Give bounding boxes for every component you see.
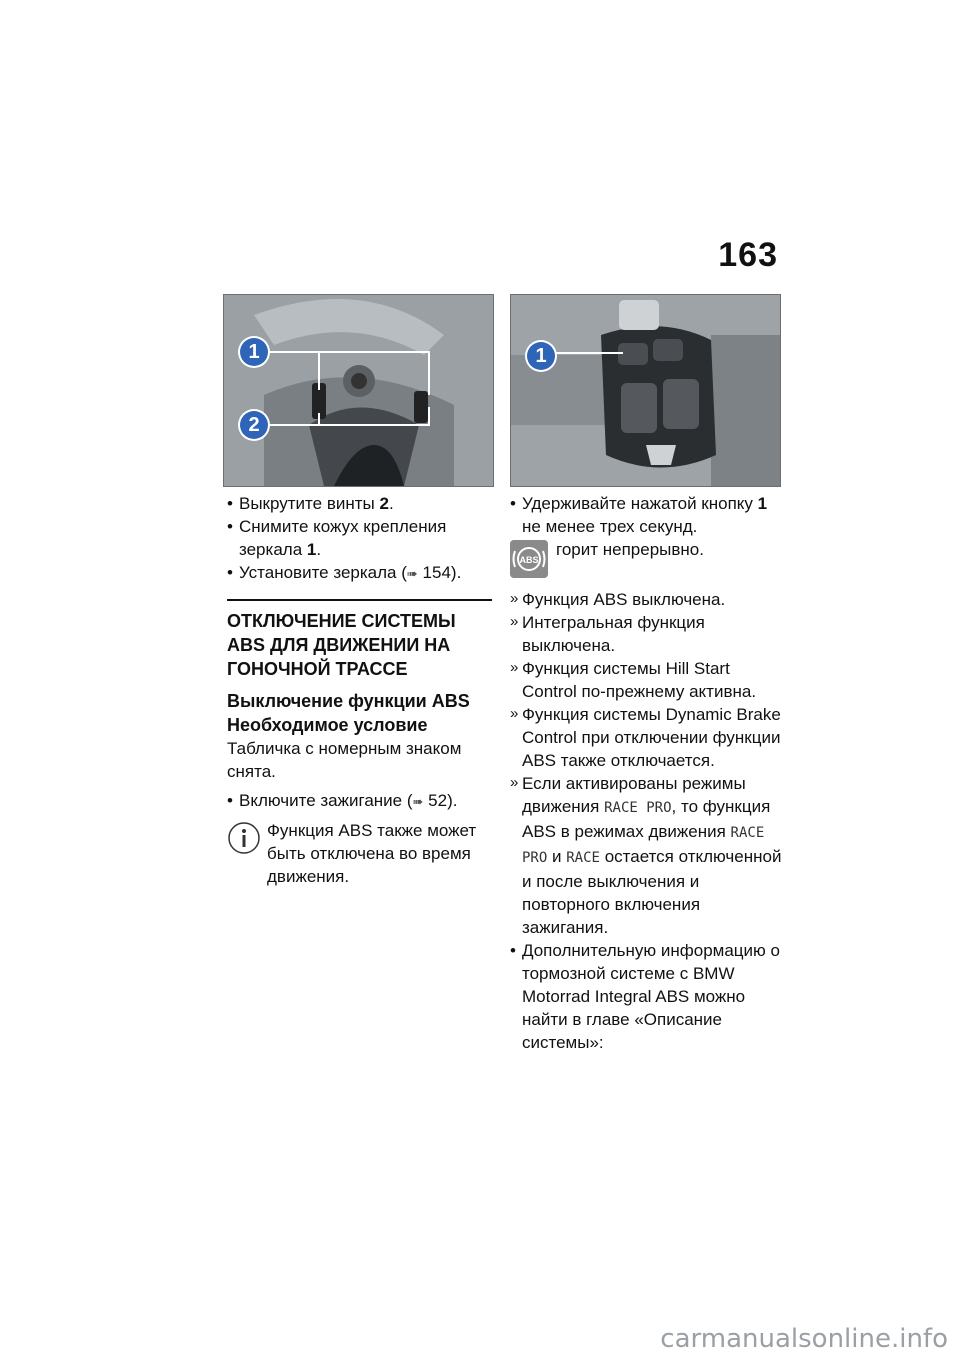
result-text: Функция системы Dynamic Brake Control при отключении функции ABS также отключается. [522, 705, 781, 770]
result-item [510, 657, 782, 703]
bullet-icon: • [510, 941, 516, 960]
step-unscrew [227, 492, 492, 515]
result-text: и [547, 847, 567, 866]
page-reference-arrow-icon: ➠ [406, 566, 418, 581]
info-note [227, 819, 492, 888]
mirror-mount-photo [223, 294, 494, 487]
bullet-icon: • [227, 563, 233, 582]
abs-lamp-row [510, 538, 782, 582]
step-callout-ref: 1 [306, 540, 317, 559]
right-column [510, 492, 782, 1054]
step-tail: ). [447, 791, 458, 810]
section-divider [227, 599, 492, 601]
handlebar-switch-illustration [511, 295, 780, 486]
callout-1: 1 [527, 342, 555, 370]
bullet-icon: • [510, 494, 516, 513]
subsection-title: Выключение функции ABS [227, 691, 470, 711]
result-text: Если активированы режимы движения [522, 774, 746, 816]
section-title: ОТКЛЮЧЕНИЕ СИСТЕМЫ ABS ДЛЯ ДВИЖЕНИИ НА ГОНОЧНОЙ ТРАССЕ [227, 611, 456, 679]
bullet-icon: • [227, 791, 233, 810]
riding-mode-label: RACE [566, 850, 600, 866]
riding-mode-label: RACE PRO [522, 825, 765, 866]
result-item [510, 611, 782, 657]
step-tail: не менее трех секунд. [522, 517, 698, 536]
result-text: , то функция ABS в режимах движения [522, 797, 771, 841]
bullet-icon: • [227, 494, 233, 513]
result-item-race [510, 772, 782, 939]
result-item [510, 703, 782, 772]
condition-text: Табличка с номерным знаком снята. [227, 739, 462, 781]
step-callout-ref: 2 [379, 494, 389, 513]
abs-lamp-text: горит непрерывно. [556, 540, 704, 559]
step-text: Установите зеркала ( [239, 563, 407, 582]
handlebar-switch-photo [510, 294, 781, 487]
info-reference [510, 939, 782, 1054]
riding-mode-label: RACE PRO [604, 800, 672, 816]
step-text: Удерживайте нажатой кнопку [522, 494, 758, 513]
watermark: carmanualsonline.info [660, 1324, 948, 1354]
page-reference-arrow-icon: ➠ [412, 794, 424, 809]
page-reference[interactable]: 52 [428, 791, 448, 810]
result-arrow-icon: » [510, 613, 519, 630]
step-ignition [227, 789, 492, 813]
result-arrow-icon: » [510, 659, 519, 676]
result-text: Функция ABS выключена. [522, 590, 726, 609]
step-text: Включите зажигание ( [239, 791, 413, 810]
callout-2: 2 [240, 411, 268, 439]
step-hold-button [510, 492, 782, 538]
abs-warning-lamp-icon [510, 540, 548, 578]
info-text: Дополнительную информацию о тормозной системе с BMW Motorrad Integral ABS можно найти в главе «Описание системы»: [522, 941, 780, 1052]
result-arrow-icon: » [510, 774, 519, 791]
step-tail: . [388, 494, 394, 513]
step-tail: . [316, 540, 322, 559]
condition-title: Необходимое условие [227, 715, 428, 735]
step-text: Выкрутите винты [239, 494, 380, 513]
result-arrow-icon: » [510, 590, 519, 607]
left-column [227, 492, 492, 888]
step-callout-ref: 1 [757, 494, 768, 513]
bullet-icon: • [227, 517, 233, 536]
page-number: 163 [718, 236, 778, 274]
result-text: Интегральная функция выключена. [522, 613, 705, 655]
step-tail: ). [450, 563, 462, 582]
mirror-mount-illustration [224, 295, 493, 486]
step-text: Снимите кожух крепления зеркала [239, 517, 447, 559]
result-item [510, 588, 782, 611]
result-arrow-icon: » [510, 705, 519, 722]
info-icon [227, 821, 261, 855]
result-text: Функция системы Hill Start Control по-прежнему активна. [522, 659, 757, 701]
abs-lamp-label: ABS [519, 555, 539, 565]
step-install-mirrors [227, 561, 492, 585]
result-text: остается отключенной и после выключения и повторного включения зажигания. [522, 847, 782, 937]
step-remove-cover [227, 515, 492, 561]
page-reference[interactable]: 154 [422, 563, 451, 582]
callout-1: 1 [240, 338, 268, 366]
note-text: Функция ABS также может быть отключена во время движения. [267, 821, 477, 886]
